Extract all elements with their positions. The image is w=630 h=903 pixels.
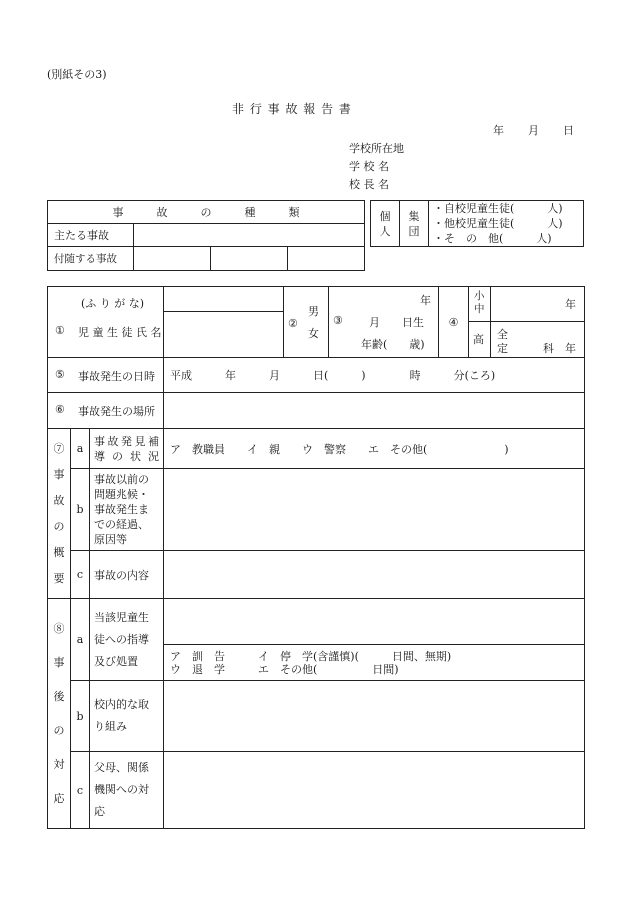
attachment-label: (別紙その3) (47, 68, 107, 81)
overview-b-label: 事故以前の問題兆候・事故発生までの経過、原因等 (90, 469, 164, 551)
school-number-cell (439, 287, 469, 358)
accident-type-heading: 事 故 の 種 類 (48, 201, 365, 224)
birth-number: ③ (333, 314, 343, 327)
disciplinary-options-line-2: ウ 退 学 エ その他( 日間) (170, 662, 399, 676)
birth-month-day-label: 月 日生 (369, 316, 425, 329)
course-label: 科 (543, 342, 555, 355)
birth-year-label: 年 (420, 294, 432, 307)
sex-cell[interactable] (284, 287, 329, 358)
course-field[interactable] (491, 322, 584, 357)
date-year-label: 年 (493, 124, 504, 137)
grade-year-label: 年 (565, 298, 577, 311)
accompanying-accident-label: 付随する事故 (48, 247, 134, 271)
scope-counts (429, 201, 584, 247)
datetime-label-cell (48, 358, 164, 393)
date-month-label: 月 (528, 124, 539, 137)
datetime-number: ⑤ (55, 368, 65, 381)
birth-date-cell[interactable] (329, 287, 439, 358)
followup-b-mark: b (71, 681, 90, 752)
student-name-field[interactable] (164, 312, 283, 357)
course-year-label: 年 (565, 342, 577, 355)
place-number: ⑥ (55, 403, 65, 416)
followup-section-label: ⑧事後の対応 (53, 621, 65, 805)
overview-section-label: ⑦事故の概要 (53, 441, 65, 585)
followup-section-label-cell (48, 599, 71, 829)
male-option[interactable]: 男 (308, 305, 320, 318)
followup-b-label: 校内的な取り組み (90, 681, 164, 752)
followup-c-mark: c (71, 752, 90, 829)
grade-cell[interactable] (491, 287, 585, 358)
school-number: ④ (448, 315, 459, 329)
accident-type-table (47, 200, 365, 271)
report-form-table (47, 286, 585, 829)
female-option[interactable]: 女 (308, 327, 320, 340)
datetime-label: 事故発生の日時 (78, 370, 155, 383)
followup-b-field[interactable] (164, 681, 585, 752)
overview-a-mark: a (71, 429, 90, 469)
place-label-cell (48, 393, 164, 429)
principal-name-label: 校 長 名 (349, 178, 389, 191)
age-label: 年齢( 歳) (361, 338, 425, 351)
main-accident-field[interactable] (134, 224, 365, 247)
place-label: 事故発生の場所 (78, 405, 155, 418)
furigana-label: (ふ り が な) (81, 297, 145, 310)
overview-section-label-cell (48, 429, 71, 599)
date-day-label: 日 (563, 124, 574, 137)
accompanying-accident-field-2[interactable] (211, 247, 288, 271)
school-type-cell (469, 287, 491, 358)
fixed-time-label: 定 (497, 342, 509, 355)
individual-label: 個人 (371, 201, 400, 247)
followup-a-mark: a (71, 599, 90, 681)
disciplinary-options-line-1: ア 訓 告 イ 停 学(含謹慎)( 日間、無期) (170, 649, 452, 663)
other-school-count: ・他校児童生徒( 人) (433, 217, 563, 230)
sex-number: ② (288, 317, 298, 330)
overview-c-field[interactable] (164, 551, 585, 599)
school-name-label: 学 校 名 (349, 160, 389, 173)
accompanying-accident-field-1[interactable] (134, 247, 211, 271)
student-name-cell (164, 287, 284, 358)
student-name-label-cell (48, 287, 164, 358)
others-count: ・そ の 他( 人) (433, 232, 552, 245)
overview-c-mark: c (71, 551, 90, 599)
followup-c-label: 父母、関係機関への対応 (90, 752, 164, 829)
datetime-field[interactable]: 平成 年 月 日( ) 時 分(ころ) (164, 358, 585, 393)
scope-box (370, 200, 584, 247)
disciplinary-options[interactable] (164, 645, 585, 681)
overview-b-mark: b (71, 469, 90, 551)
overview-a-label: 事故発見補導の状況 (90, 429, 164, 469)
own-school-count: ・自校児童生徒( 人) (433, 202, 563, 215)
full-time-label: 全 (497, 328, 509, 341)
group-label: 集団 (400, 201, 429, 247)
high-school-label[interactable]: 高 (473, 332, 485, 346)
overview-c-label: 事故の内容 (90, 551, 164, 599)
followup-a-field[interactable] (164, 599, 585, 645)
furigana-field[interactable] (164, 287, 283, 312)
followup-a-label: 当該児童生徒への指導及び処置 (90, 599, 164, 681)
school-address-label: 学校所在地 (349, 142, 404, 155)
page-title: 非 行 事 故 報 告 書 (232, 102, 352, 116)
main-accident-label: 主たる事故 (48, 224, 134, 247)
grade-field[interactable] (491, 287, 584, 322)
student-name-label: 児 童 生 徒 氏 名 (78, 326, 162, 339)
accompanying-accident-field-3[interactable] (288, 247, 365, 271)
student-number: ① (55, 324, 65, 337)
followup-c-field[interactable] (164, 752, 585, 829)
overview-b-field[interactable] (164, 469, 585, 551)
place-field[interactable] (164, 393, 585, 429)
elementary-middle-label[interactable]: 小中 (469, 288, 490, 322)
discovery-status-options[interactable]: ア 教職員 イ 親 ウ 警察 エ その他( ) (164, 429, 585, 469)
